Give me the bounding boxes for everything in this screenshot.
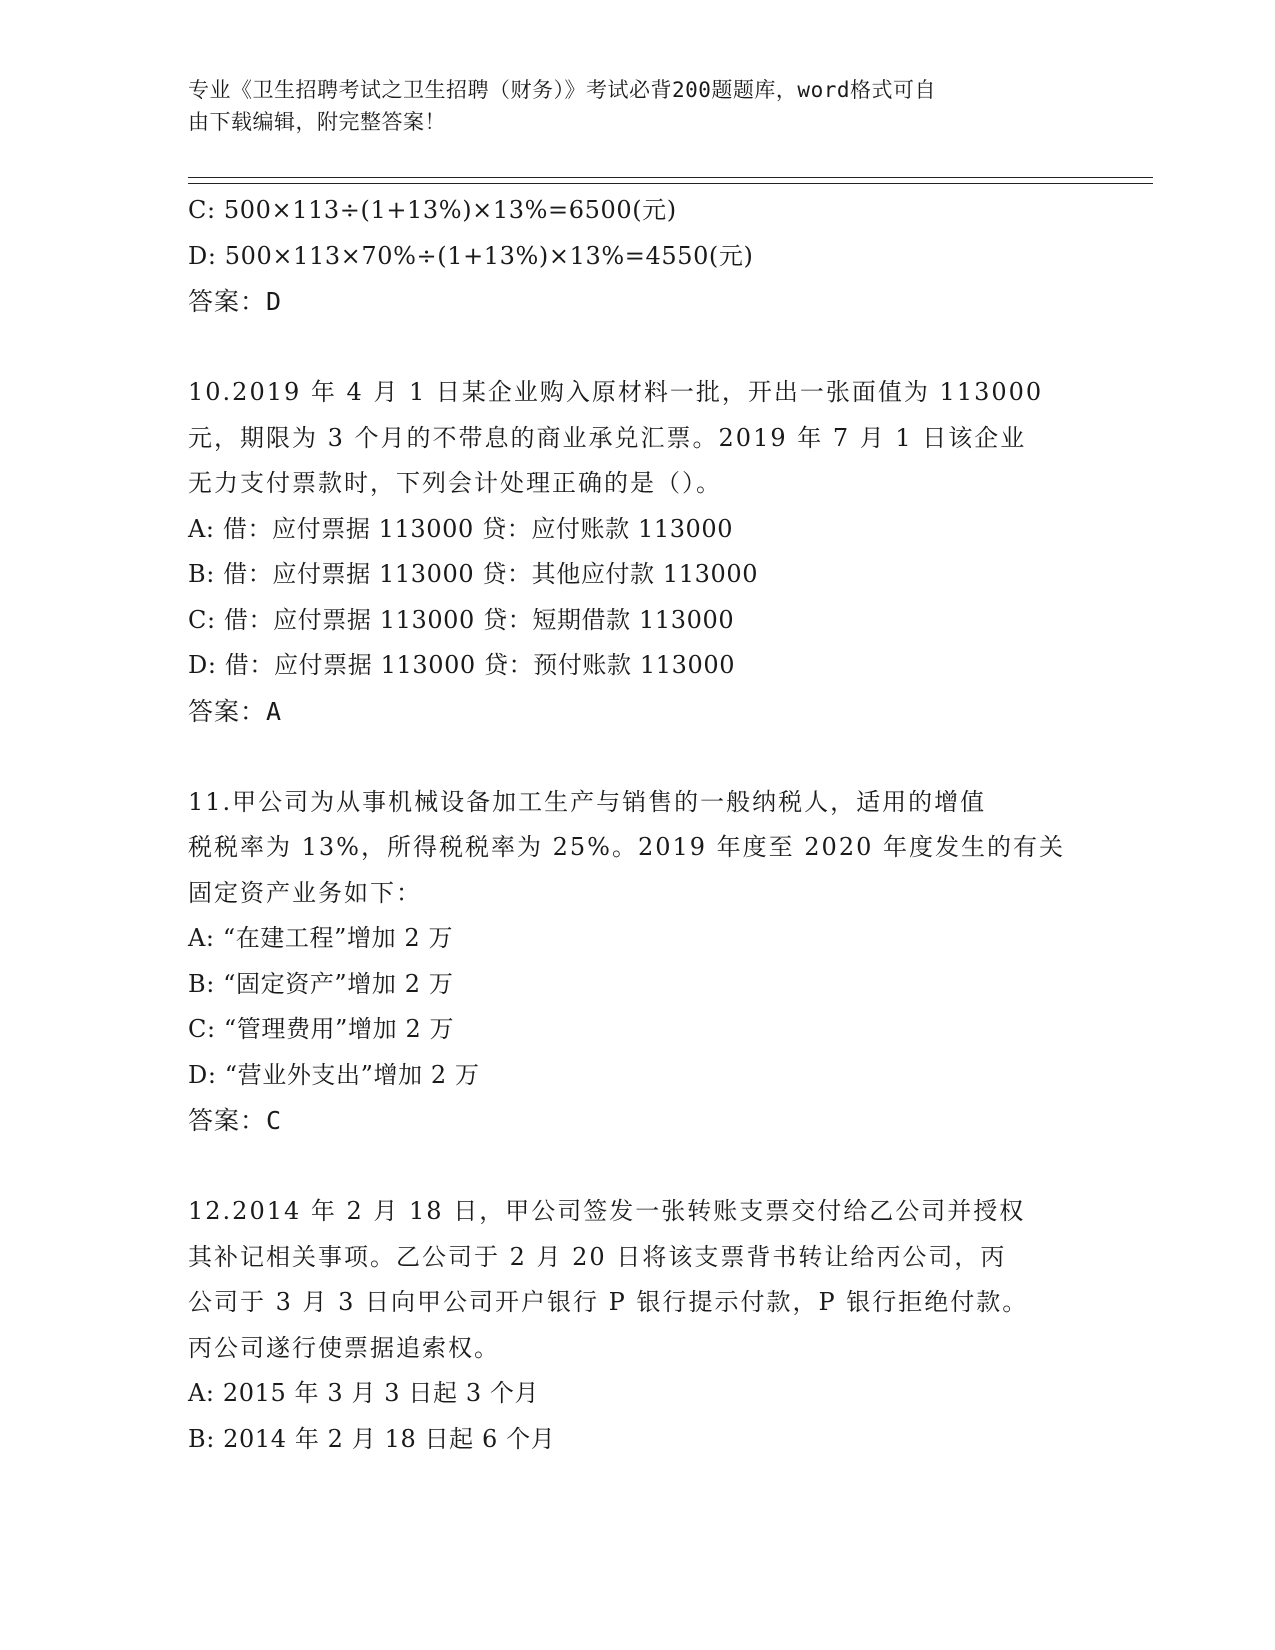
- answer-line: 答案：A: [188, 696, 283, 726]
- stem-line: 10.2019 年 4 月 1 日某企业购入原材料一批，开出一张面值为 113000: [188, 378, 1044, 406]
- header-rule-bottom: [188, 183, 1153, 184]
- answer-line: 答案：D: [188, 287, 283, 316]
- stem-line: 元，期限为 3 个月的不带息的商业承兑汇票。2019 年 7 月 1 日该企业: [188, 423, 1027, 452]
- stem-line: 无力支付票款时，下列会计处理正确的是（）。: [188, 469, 722, 497]
- option-d: D: 500×113×70%÷(1+13%)×13%=4550(元): [188, 241, 754, 270]
- option-d: D: 借：应付票据 113000 贷：预付账款 113000: [188, 651, 736, 679]
- answer-line: 答案：C: [188, 1106, 283, 1135]
- header-line-1: 专业《卫生招聘考试之卫生招聘（财务）》考试必背200题题库，word格式可自: [188, 78, 936, 102]
- option-b: B: “固定资产”增加 2 万: [188, 969, 454, 998]
- option-a: A: 2015 年 3 月 3 日起 3 个月: [188, 1379, 540, 1407]
- option-b: B: 2014 年 2 月 18 日起 6 个月: [188, 1424, 556, 1453]
- option-c: C: 500×113÷(1+13%)×13%=6500(元): [188, 196, 677, 224]
- option-a: A: 借：应付票据 113000 贷：应付账款 113000: [188, 514, 734, 543]
- stem-line: 丙公司遂行使票据追索权。: [188, 1333, 500, 1362]
- stem-line: 11.甲公司为从事机械设备加工生产与销售的一般纳税人，适用的增值: [188, 787, 987, 816]
- question-12: [188, 1189, 1088, 1462]
- stem-line: 其补记相关事项。乙公司于 2 月 20 日将该支票背书转让给丙公司，丙: [188, 1242, 1007, 1271]
- option-d: D: “营业外支出”增加 2 万: [188, 1060, 480, 1089]
- question-9-continuation: [188, 188, 1088, 325]
- option-b: B: 借：应付票据 113000 贷：其他应付款 113000: [188, 560, 759, 588]
- option-c: C: “管理费用”增加 2 万: [188, 1015, 455, 1043]
- page-header: [188, 74, 1068, 138]
- question-stem: [188, 1189, 1088, 1371]
- header-line-2: 由下载编辑，附完整答案！: [188, 110, 446, 134]
- stem-line: 固定资产业务如下：: [188, 878, 422, 907]
- stem-line: 12.2014 年 2 月 18 日，甲公司签发一张转账支票交付给乙公司并授权: [188, 1197, 1026, 1225]
- option-c: C: 借：应付票据 113000 贷：短期借款 113000: [188, 605, 735, 634]
- question-stem: [188, 370, 1088, 507]
- option-a: A: “在建工程”增加 2 万: [188, 924, 454, 952]
- question-11: [188, 780, 1088, 1144]
- stem-line: 税税率为 13%，所得税税率为 25%。2019 年度至 2020 年度发生的有关: [188, 833, 1065, 861]
- question-list: [188, 188, 1088, 1462]
- stem-line: 公司于 3 月 3 日向甲公司开户银行 P 银行提示付款，P 银行拒绝付款。: [188, 1288, 1029, 1316]
- question-10: [188, 370, 1088, 734]
- header-rule-top: [188, 177, 1153, 178]
- question-stem: [188, 780, 1088, 917]
